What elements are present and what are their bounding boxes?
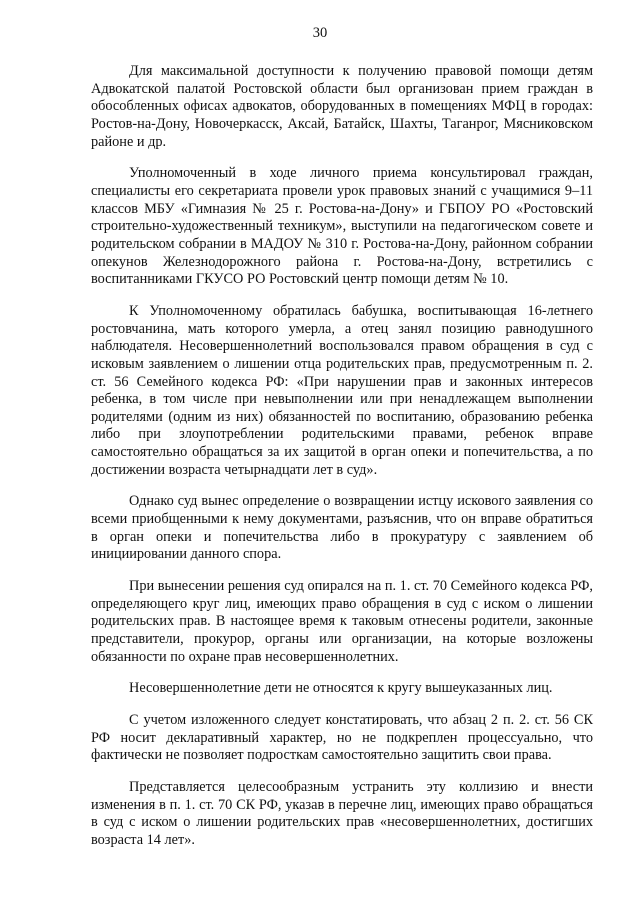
paragraph-ombudsman-activities: Уполномоченный в ходе личного приема консультировал граждан, специалисты его секретариата провели урок правовых знаний с учащимися 9–11 классов МБУ «Гимназия № 25 г. Ростова-на-Дону» и ГБПОУ РО «Ростовский строительно-художественный техникум», выступили на педагогическом совете и родительском собрании в МАДОУ № 310 г. Ростова-на-Дону, районном собрании опекунов Железнодорожного района г. Ростова-на-Дону, встретились с воспитанниками ГКУСО РО Ростовский центр помощи детям № 10. <box>91 165 593 288</box>
paragraph-conclusion: С учетом изложенного следует констатировать, что абзац 2 п. 2. ст. 56 СК РФ носит декларативный характер, но не подкреплен процессуально, что фактически не позволяет подросткам самостоятельно защитить свои права. <box>91 712 593 764</box>
paragraph-legal-aid-offices: Для максимальной доступности к получению правовой помощи детям Адвокатской палатой Ростовской области был организован прием граждан в обособленных офисах адвокатов, оборудованных в помещениях МФЦ в городах: Ростов-на-Дону, Новочеркасск, Аксай, Батайск, Шахты, Таганрог, Мясниковском районе и др. <box>91 63 593 150</box>
paragraph-court-basis: При вынесении решения суд опирался на п. 1. ст. 70 Семейного кодекса РФ, определяющего круг лиц, имеющих право обращения в суд с иском о лишении родительских прав. В настоящее время к таковым отнесены родители, законные представители, прокурор, органы или организации, на которые возложены обязанности по охране прав несовершеннолетних. <box>91 578 593 665</box>
page-number: 30 <box>312 25 328 41</box>
document-body <box>91 63 593 864</box>
paragraph-minors-excluded: Несовершеннолетние дети не относятся к кругу вышеуказанных лиц. <box>129 680 553 697</box>
paragraph-court-ruling: Однако суд вынес определение о возвращении истцу искового заявления со всеми приобщенными к нему документами, разъяснив, что он вправе обратиться в орган опеки и попечительства либо в прокуратуру с заявлением об инициировании данного спора. <box>91 493 593 563</box>
paragraph-grandmother-case: К Уполномоченному обратилась бабушка, воспитывающая 16-летнего ростовчанина, мать которого умерла, а отец занял позицию равнодушного наблюдателя. Несовершеннолетний воспользовался правом обращения в суд с исковым заявлением о лишении отца родительских прав, предусмотренным п. 2. ст. 56 Семейного кодекса РФ: «При нарушении прав и законных интересов ребенка, в том числе при невыполнении или при ненадлежащем выполнении родителями (одним из них) обязанностей по воспитанию, образованию ребенка либо при злоупотреблении родительскими правами, ребенок вправе самостоятельно обращаться за их защитой в орган опеки и попечительства, а по достижении возраста четырнадцати лет в суд». <box>91 302 593 478</box>
paragraph-proposal: Представляется целесообразным устранить эту коллизию и внести изменения в п. 1. ст. 70 СК РФ, указав в перечне лиц, имеющих право обращаться в суд с иском о лишении родительских прав «несовершеннолетних, достигших возраста 14 лет». <box>91 778 593 848</box>
